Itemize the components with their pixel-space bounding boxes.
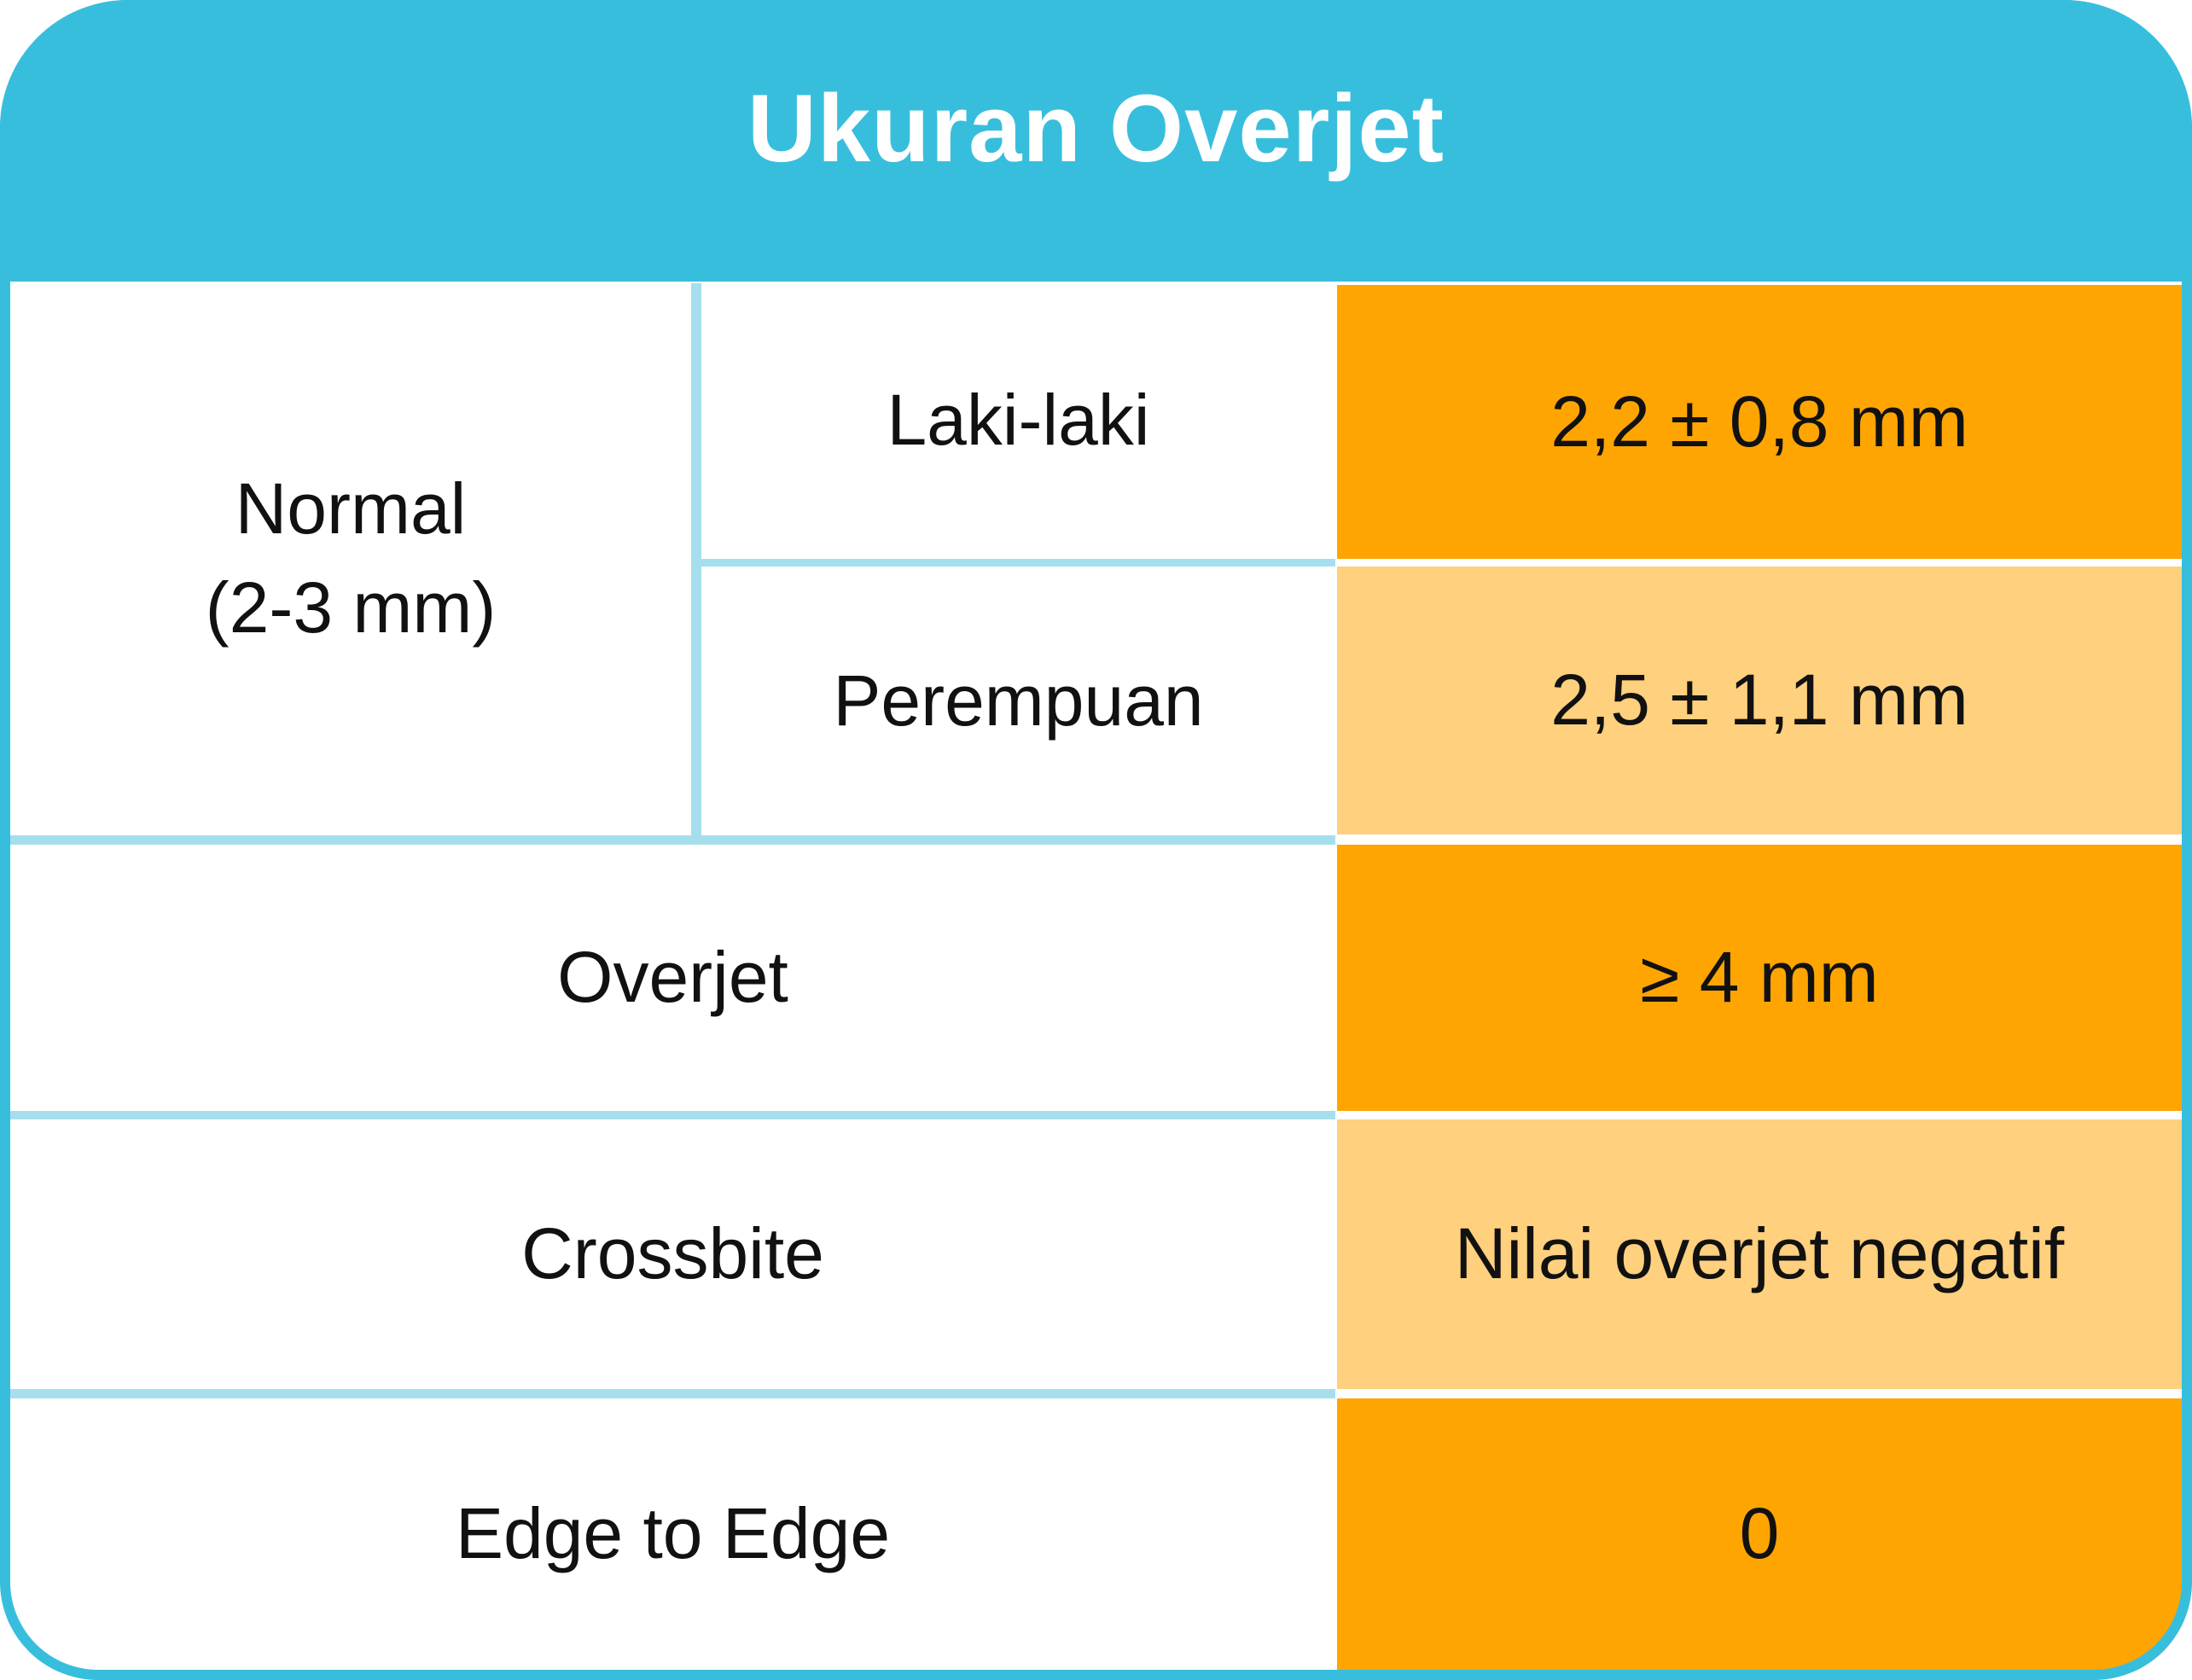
perempuan-label: Perempuan xyxy=(833,660,1204,741)
perempuan-value: 2,5 ± 1,1 mm xyxy=(1550,660,1968,741)
overjet-value: ≥ 4 mm xyxy=(1640,937,1879,1018)
crossbite-value: Nilai overjet negatif xyxy=(1454,1213,2065,1294)
edge-to-edge-label: Edge to Edge xyxy=(455,1493,891,1574)
cell-overjet-label xyxy=(10,845,1335,1111)
edge-to-edge-value: 0 xyxy=(1739,1493,1780,1574)
cell-laki-laki-value xyxy=(1337,285,2182,559)
cell-edge-to-edge-label xyxy=(10,1398,1335,1670)
table-title: Ukuran Overjet xyxy=(747,74,1445,182)
divider-normal-overjet xyxy=(10,835,1335,845)
cell-crossbite-value xyxy=(1337,1119,2182,1389)
table-header xyxy=(0,0,2192,282)
normal-label-line1: Normal xyxy=(235,468,467,549)
divider-overjet-crossbite xyxy=(10,1111,1335,1119)
normal-label-line2: (2-3 mm) xyxy=(205,567,497,648)
cell-perempuan-label xyxy=(701,567,1335,835)
cell-overjet-value xyxy=(1337,845,2182,1111)
laki-laki-value: 2,2 ± 0,8 mm xyxy=(1550,381,1968,462)
overjet-label: Overjet xyxy=(557,937,788,1018)
cell-crossbite-label xyxy=(10,1119,1335,1389)
cell-normal-label xyxy=(10,282,691,835)
divider-laki-perempuan xyxy=(701,559,1335,567)
cell-perempuan-value xyxy=(1337,567,2182,834)
crossbite-label: Crossbite xyxy=(521,1213,824,1294)
divider-crossbite-edge xyxy=(10,1389,1335,1398)
divider-column-normal xyxy=(691,283,701,835)
cell-edge-to-edge-value xyxy=(1337,1398,2182,1670)
cell-laki-laki-label xyxy=(701,282,1335,559)
laki-laki-label: Laki-laki xyxy=(887,379,1150,460)
